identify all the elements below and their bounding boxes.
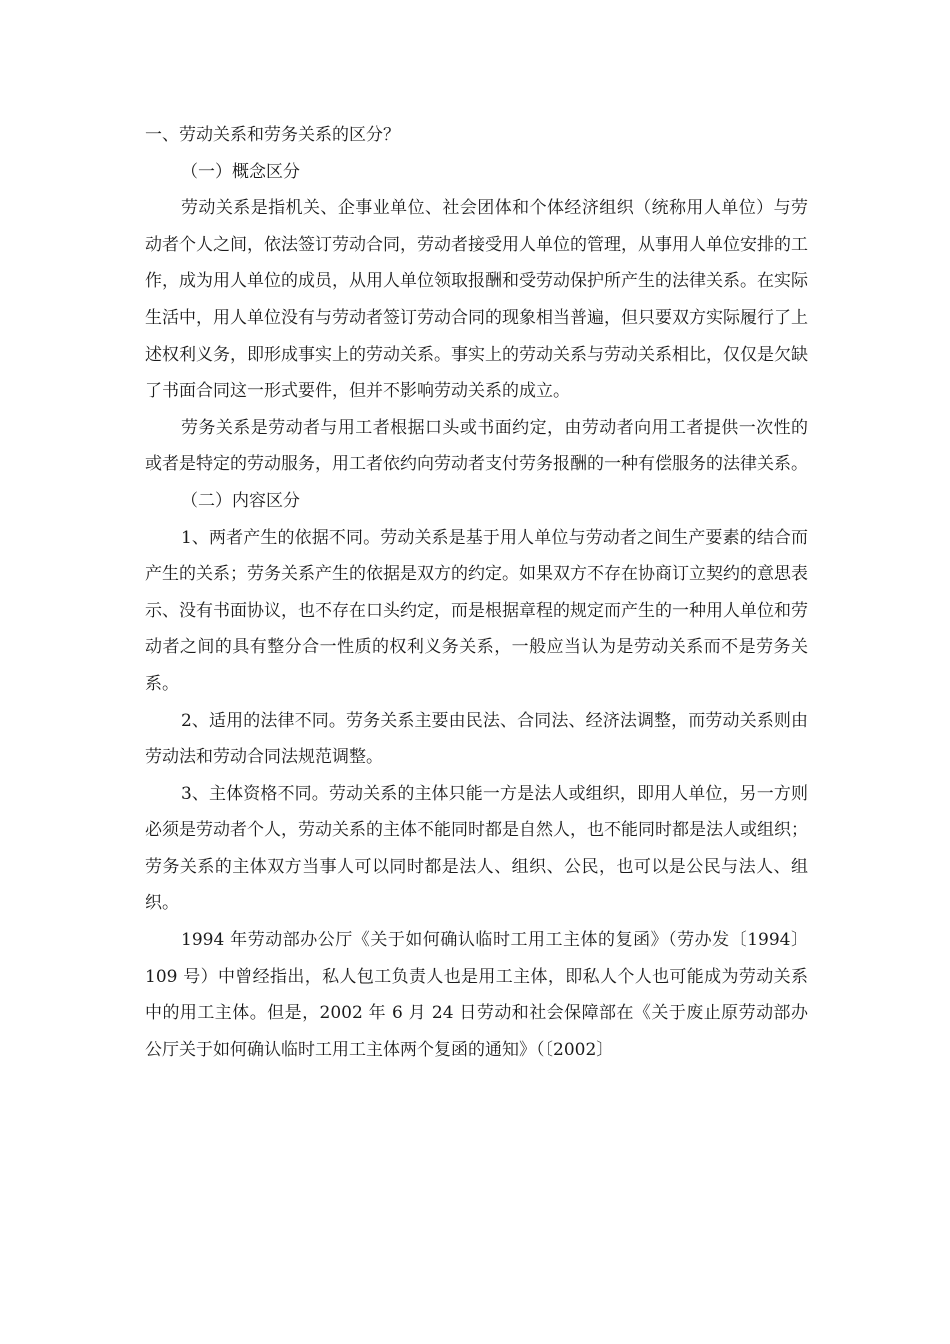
section-heading: 一、劳动关系和劳务关系的区分？ <box>145 125 400 145</box>
paragraph-labor-relation: 劳动关系是指机关、企事业单位、社会团体和个体经济组织（统称用人单位）与劳动者个人之间，依法签订劳动合同，劳动者接受用人单位的管理，从事用人单位安排的工作，成为用人单位的成员，从用人单位领取报酬和受劳动保护所产生的法律关系。在实际生活中，用人单位没有与劳动者签订劳动合同的现象相当普遍，但只要双方实际履行了上述权利义务，即形成事实上的劳动关系。事实上的劳动关系与劳动关系相比，仅仅是欠缺了书面合同这一形式要件，但并不影响劳动关系的成立。 <box>145 198 808 402</box>
paragraph-point-1: 1、两者产生的依据不同。劳动关系是基于用人单位与劳动者之间生产要素的结合而产生的关系；劳务关系产生的依据是双方的约定。如果双方不存在协商订立契约的意思表示、没有书面协议，也不存在口头约定，而是根据章程的规定而产生的一种用人单位和劳动者之间的具有整分合一性质的权利义务关系，一般应当认为是劳动关系而不是劳务关系。 <box>145 527 808 694</box>
paragraph-point-3: 3、主体资格不同。劳动关系的主体只能一方是法人或组织，即用人单位，另一方则必须是劳动者个人，劳动关系的主体不能同时都是自然人，也不能同时都是法人或组织；劳务关系的主体双方当事人可以同时都是法人、组织、公民，也可以是公民与法人、组织。 <box>145 783 808 914</box>
subsection-heading-content: （二）内容区分 <box>181 490 300 511</box>
paragraph-1994-reference: 1994 年劳动部办公厅《关于如何确认临时工用工主体的复函》（劳办发〔1994〕109 号）中曾经指出，私人包工负责人也是用工主体，即私人个人也可能成为劳动关系中的用工主体。但是，2002 年 6 月 24 日劳动和社会保障部在《关于废止原劳动部办公厅关于如何确认临时工用工主体两个复函的通知》（〔2002〕 <box>145 930 808 1060</box>
subsection-heading-concept: （一）概念区分 <box>181 161 300 182</box>
paragraph-point-2: 2、适用的法律不同。劳务关系主要由民法、合同法、经济法调整，而劳动关系则由劳动法和劳动合同法规范调整。 <box>145 710 808 768</box>
document-body <box>145 117 808 1068</box>
paragraph-service-relation: 劳务关系是劳动者与用工者根据口头或书面约定，由劳动者向用工者提供一次性的或者是特定的劳动服务，用工者依约向劳动者支付劳务报酬的一种有偿服务的法律关系。 <box>145 417 808 475</box>
